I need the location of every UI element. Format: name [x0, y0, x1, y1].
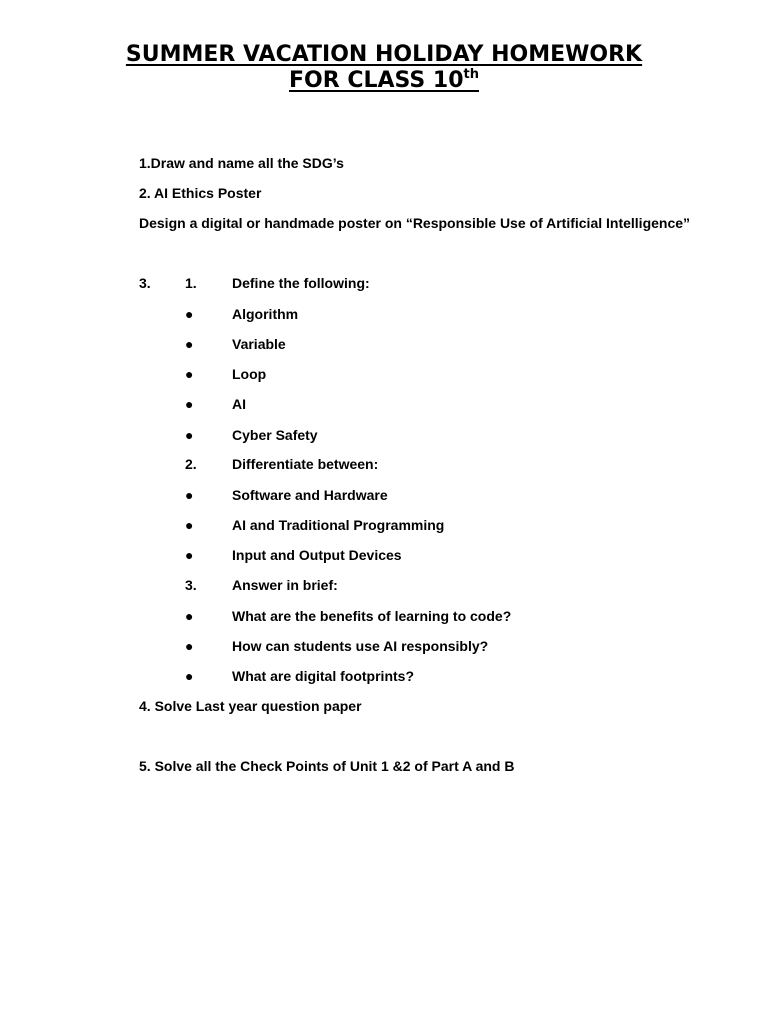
- bullet-icon: ●: [185, 638, 194, 654]
- bullet-icon: ●: [185, 336, 194, 352]
- question-3-sub-2-number: 2.: [185, 456, 197, 472]
- list-item: Cyber Safety: [232, 427, 318, 443]
- bullet-icon: ●: [185, 396, 194, 412]
- list-item: What are the benefits of learning to code?: [232, 608, 512, 624]
- bullet-icon: ●: [185, 547, 194, 563]
- bullet-icon: ●: [185, 427, 194, 443]
- question-3-number: 3.: [139, 275, 151, 291]
- list-item: Input and Output Devices: [232, 547, 402, 563]
- list-item: Variable: [232, 336, 286, 352]
- list-item: Algorithm: [232, 306, 299, 322]
- question-4: 4. Solve Last year question paper: [139, 698, 362, 714]
- bullet-icon: ●: [185, 366, 194, 382]
- list-item: What are digital footprints?: [232, 668, 414, 684]
- question-3-sub-3-number: 3.: [185, 577, 197, 593]
- title-superscript: th: [463, 67, 479, 82]
- question-1: 1.Draw and name all the SDG’s: [139, 155, 344, 171]
- question-3-sub-1-text: Define the following:: [232, 275, 370, 291]
- document-title-line-2: [0, 68, 768, 93]
- bullet-icon: ●: [185, 517, 194, 533]
- bullet-icon: ●: [185, 306, 194, 322]
- question-3-sub-2-text: Differentiate between:: [232, 456, 379, 472]
- bullet-icon: ●: [185, 668, 194, 684]
- document-title-line-1: SUMMER VACATION HOLIDAY HOMEWORK: [125, 42, 643, 67]
- question-3-sub-3-text: Answer in brief:: [232, 577, 338, 593]
- question-2: 2. AI Ethics Poster: [139, 185, 262, 201]
- bullet-icon: ●: [185, 487, 194, 503]
- list-item: AI and Traditional Programming: [232, 517, 445, 533]
- list-item: Loop: [232, 366, 267, 382]
- question-2-description: Design a digital or handmade poster on “Responsible Use of Artificial Intelligence”: [139, 215, 691, 231]
- list-item: AI: [232, 396, 246, 412]
- title-class-text: FOR CLASS 10: [289, 68, 464, 93]
- list-item: How can students use AI responsibly?: [232, 638, 489, 654]
- list-item: Software and Hardware: [232, 487, 388, 503]
- bullet-icon: ●: [185, 608, 194, 624]
- question-3-sub-1-number: 1.: [185, 275, 197, 291]
- question-5: 5. Solve all the Check Points of Unit 1 &2 of Part A and B: [139, 758, 515, 774]
